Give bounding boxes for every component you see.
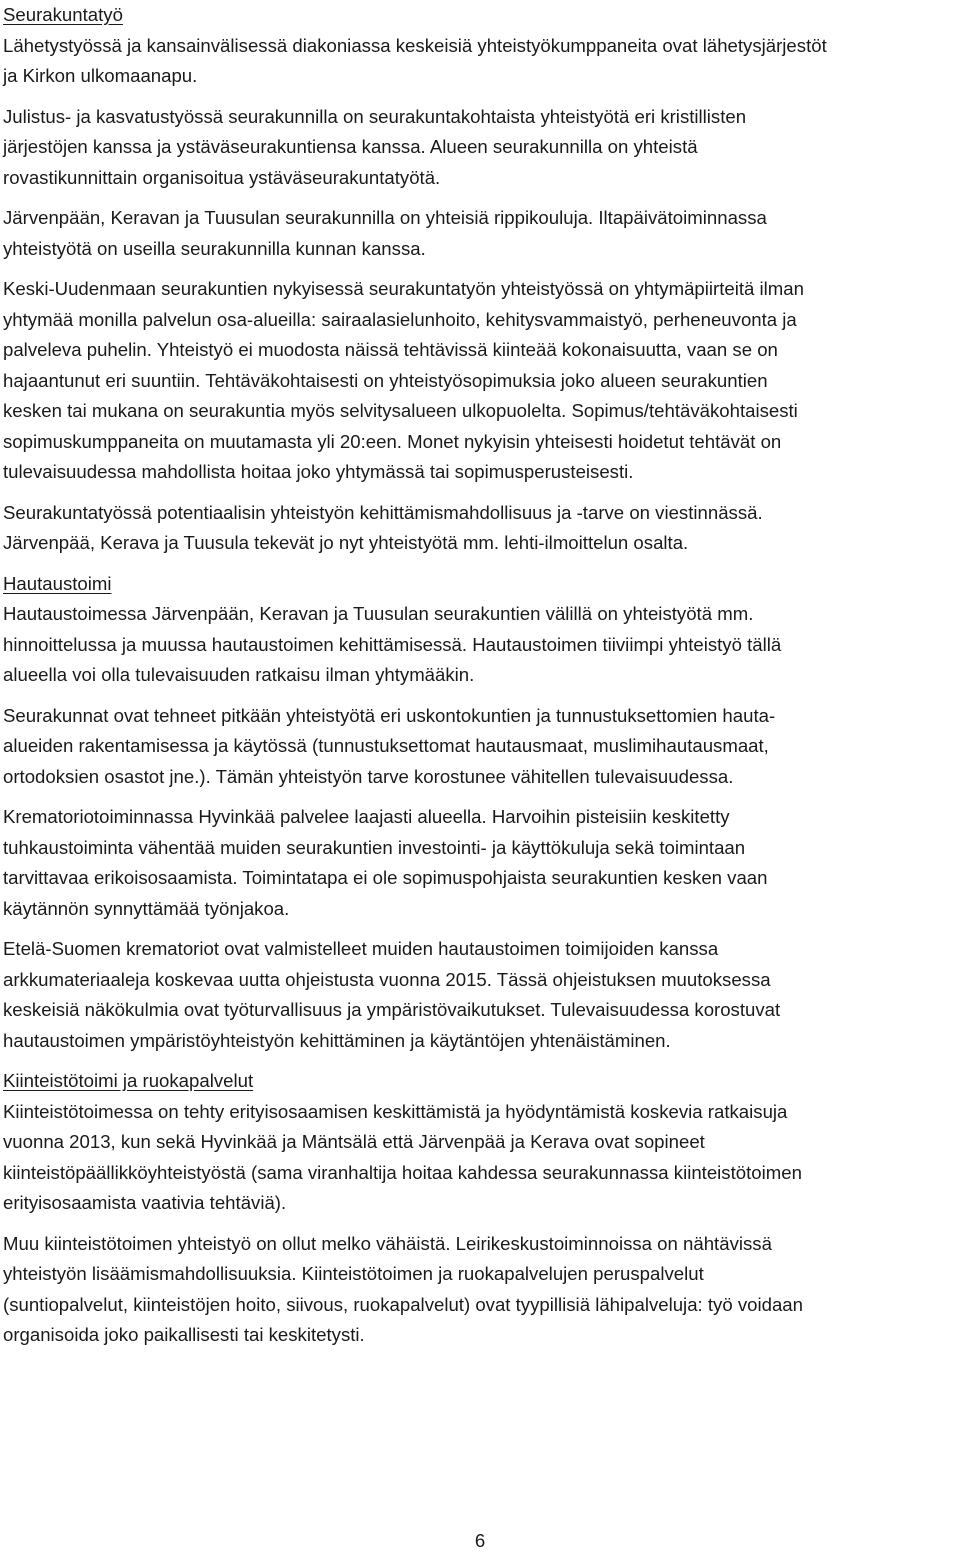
paragraph	[3, 274, 953, 488]
paragraph-line: Seurakuntatyössä potentiaalisin yhteistyön kehittämismahdollisuus ja -tarve on viestinnässä.	[3, 501, 763, 523]
paragraph-line: Etelä-Suomen krematoriot ovat valmistelleet muiden hautaustoimen toimijoiden kanssa	[3, 938, 719, 959]
paragraph-line: erityisosaamista vaativia tehtäviä).	[3, 1192, 287, 1213]
paragraph	[3, 1229, 953, 1351]
paragraph-line: ortodoksien osastot jne.). Tämän yhteistyön tarve korostunee vähitellen tulevaisuudessa.	[3, 765, 734, 787]
paragraph-line: sopimuskumppaneita on muutamasta yli 20:een. Monet nykyisin yhteisesti hoidetut tehtävät on	[3, 430, 782, 452]
paragraph-line: (suntiopalvelut, kiinteistöjen hoito, siivous, ruokapalvelut) ovat tyypillisiä lähipalveluja: työ voidaan	[3, 1293, 803, 1315]
paragraph-line: Lähetystyössä ja kansainvälisessä diakoniassa keskeisiä yhteistyökumppaneita ovat lähetysjärjestöt	[3, 34, 827, 56]
paragraph-line: hajaantunut eri suuntiin. Tehtäväkohtaisesti on yhteistyösopimuksia joko alueen seurakuntien	[3, 369, 768, 391]
paragraph-line: Järvenpää, Kerava ja Tuusula tekevät jo nyt yhteistyötä mm. lehti-ilmoittelun osalta.	[3, 532, 689, 553]
paragraph-line: Krematoriotoiminnassa Hyvinkää palvelee laajasti alueella. Harvoihin pisteisiin keskitetty	[3, 806, 730, 827]
paragraph-line: järjestöjen kanssa ja ystäväseurakuntiensa kanssa. Alueen seurakunnilla on yhteistä	[3, 136, 698, 157]
document-section	[3, 0, 953, 559]
paragraph	[3, 102, 953, 194]
paragraph-line: keskeisiä näkökulmia ovat työturvallisuus ja ympäristövaikutukset. Tulevaisuudessa korostuvat	[3, 999, 781, 1020]
paragraph	[3, 934, 953, 1056]
paragraph-line: rovastikunnittain organisoitua ystäväseurakuntatyötä.	[3, 166, 441, 188]
paragraph-line: organisoida joko paikallisesti tai keskitetysti.	[3, 1324, 365, 1345]
paragraph-line: tarvittavaa erikoisosaamista. Toimintatapa ei ole sopimuspohjaista seurakuntien kesken vaan	[3, 867, 768, 888]
section-heading: Hautaustoimi	[3, 572, 112, 594]
section-heading: Kiinteistötoimi ja ruokapalvelut	[3, 1070, 254, 1091]
paragraph	[3, 31, 953, 92]
paragraph-line: käytännön synnyttämää työnjakoa.	[3, 897, 290, 919]
paragraph-line: alueiden rakentamisessa ja käytössä (tunnustuksettomat hautausmaat, muslimihautausmaat,	[3, 735, 769, 756]
paragraph-line: tulevaisuudessa mahdollista hoitaa joko yhtymässä tai sopimusperusteisesti.	[3, 461, 634, 482]
paragraph-line: Julistus- ja kasvatustyössä seurakunnilla on seurakuntakohtaista yhteistyötä eri kristillisten	[3, 105, 747, 127]
paragraph-line: Hautaustoimessa Järvenpään, Keravan ja Tuusulan seurakuntien välillä on yhteistyötä mm.	[3, 603, 754, 624]
paragraph	[3, 599, 953, 691]
paragraph-line: Seurakunnat ovat tehneet pitkään yhteistyötä eri uskontokuntien ja tunnustuksettomien hauta-	[3, 704, 776, 726]
paragraph	[3, 203, 953, 264]
paragraph-line: palveleva puhelin. Yhteistyö ei muodosta näissä tehtävissä kiinteää kokonaisuutta, vaan se on	[3, 339, 778, 360]
paragraph	[3, 1097, 953, 1219]
document-page	[3, 0, 953, 1361]
paragraph-line: ja Kirkon ulkomaanapu.	[3, 65, 198, 86]
paragraph-line: Keski-Uudenmaan seurakuntien nykyisessä seurakuntatyön yhteistyössä on yhtymäpiirteitä ilman	[3, 278, 804, 299]
paragraph-line: Kiinteistötoimessa on tehty erityisosaamisen keskittämistä ja hyödyntämistä koskevia ratkaisuja	[3, 1100, 788, 1122]
paragraph-line: vuonna 2013, kun sekä Hyvinkää ja Mäntsälä että Järvenpää ja Kerava ovat sopineet	[3, 1131, 705, 1152]
paragraph	[3, 802, 953, 924]
paragraph-line: Muu kiinteistötoimen yhteistyö on ollut melko vähäistä. Leirikeskustoiminnoissa on nähtävissä	[3, 1232, 772, 1254]
paragraph-line: hautaustoimen ympäristöyhteistyön kehittäminen ja käytäntöjen yhtenäistäminen.	[3, 1029, 671, 1051]
paragraph	[3, 498, 953, 559]
page-number: 6	[474, 1530, 486, 1551]
paragraph-line: kiinteistöpäällikköyhteistyöstä (sama viranhaltija hoitaa kahdessa seurakunnassa kiinteistötoimen	[3, 1161, 802, 1183]
paragraph-line: arkkumateriaaleja koskevaa uutta ohjeistusta vuonna 2015. Tässä ohjeistuksen muutoksessa	[3, 968, 771, 990]
paragraph-line: yhteistyön lisäämismahdollisuuksia. Kiinteistötoimen ja ruokapalvelujen peruspalvelut	[3, 1263, 704, 1284]
paragraph	[3, 701, 953, 793]
paragraph-line: hinnoittelussa ja muussa hautaustoimen kehittämisessä. Hautaustoimen tiiviimpi yhteistyö tällä	[3, 633, 782, 655]
paragraph-line: yhtymää monilla palvelun osa-alueilla: sairaalasielunhoito, kehitysvammaistyö, perheneuvonta ja	[3, 308, 797, 330]
document-section	[3, 569, 953, 1057]
document-section	[3, 1066, 953, 1351]
paragraph-line: alueella voi olla tulevaisuuden ratkaisu ilman yhtymääkin.	[3, 664, 475, 685]
section-heading: Seurakuntatyö	[3, 4, 123, 25]
paragraph-line: Järvenpään, Keravan ja Tuusulan seurakunnilla on yhteisiä rippikouluja. Iltapäivätoiminnassa	[3, 207, 767, 228]
paragraph-line: kesken tai mukana on seurakuntia myös selvitysalueen ulkopuolelta. Sopimus/tehtäväkohtaisesti	[3, 400, 798, 421]
paragraph-line: yhteistyötä on useilla seurakunnilla kunnan kanssa.	[3, 237, 426, 259]
paragraph-line: tuhkaustoiminta vähentää muiden seurakuntien investointi- ja käyttökuluja sekä toimintaan	[3, 836, 746, 858]
